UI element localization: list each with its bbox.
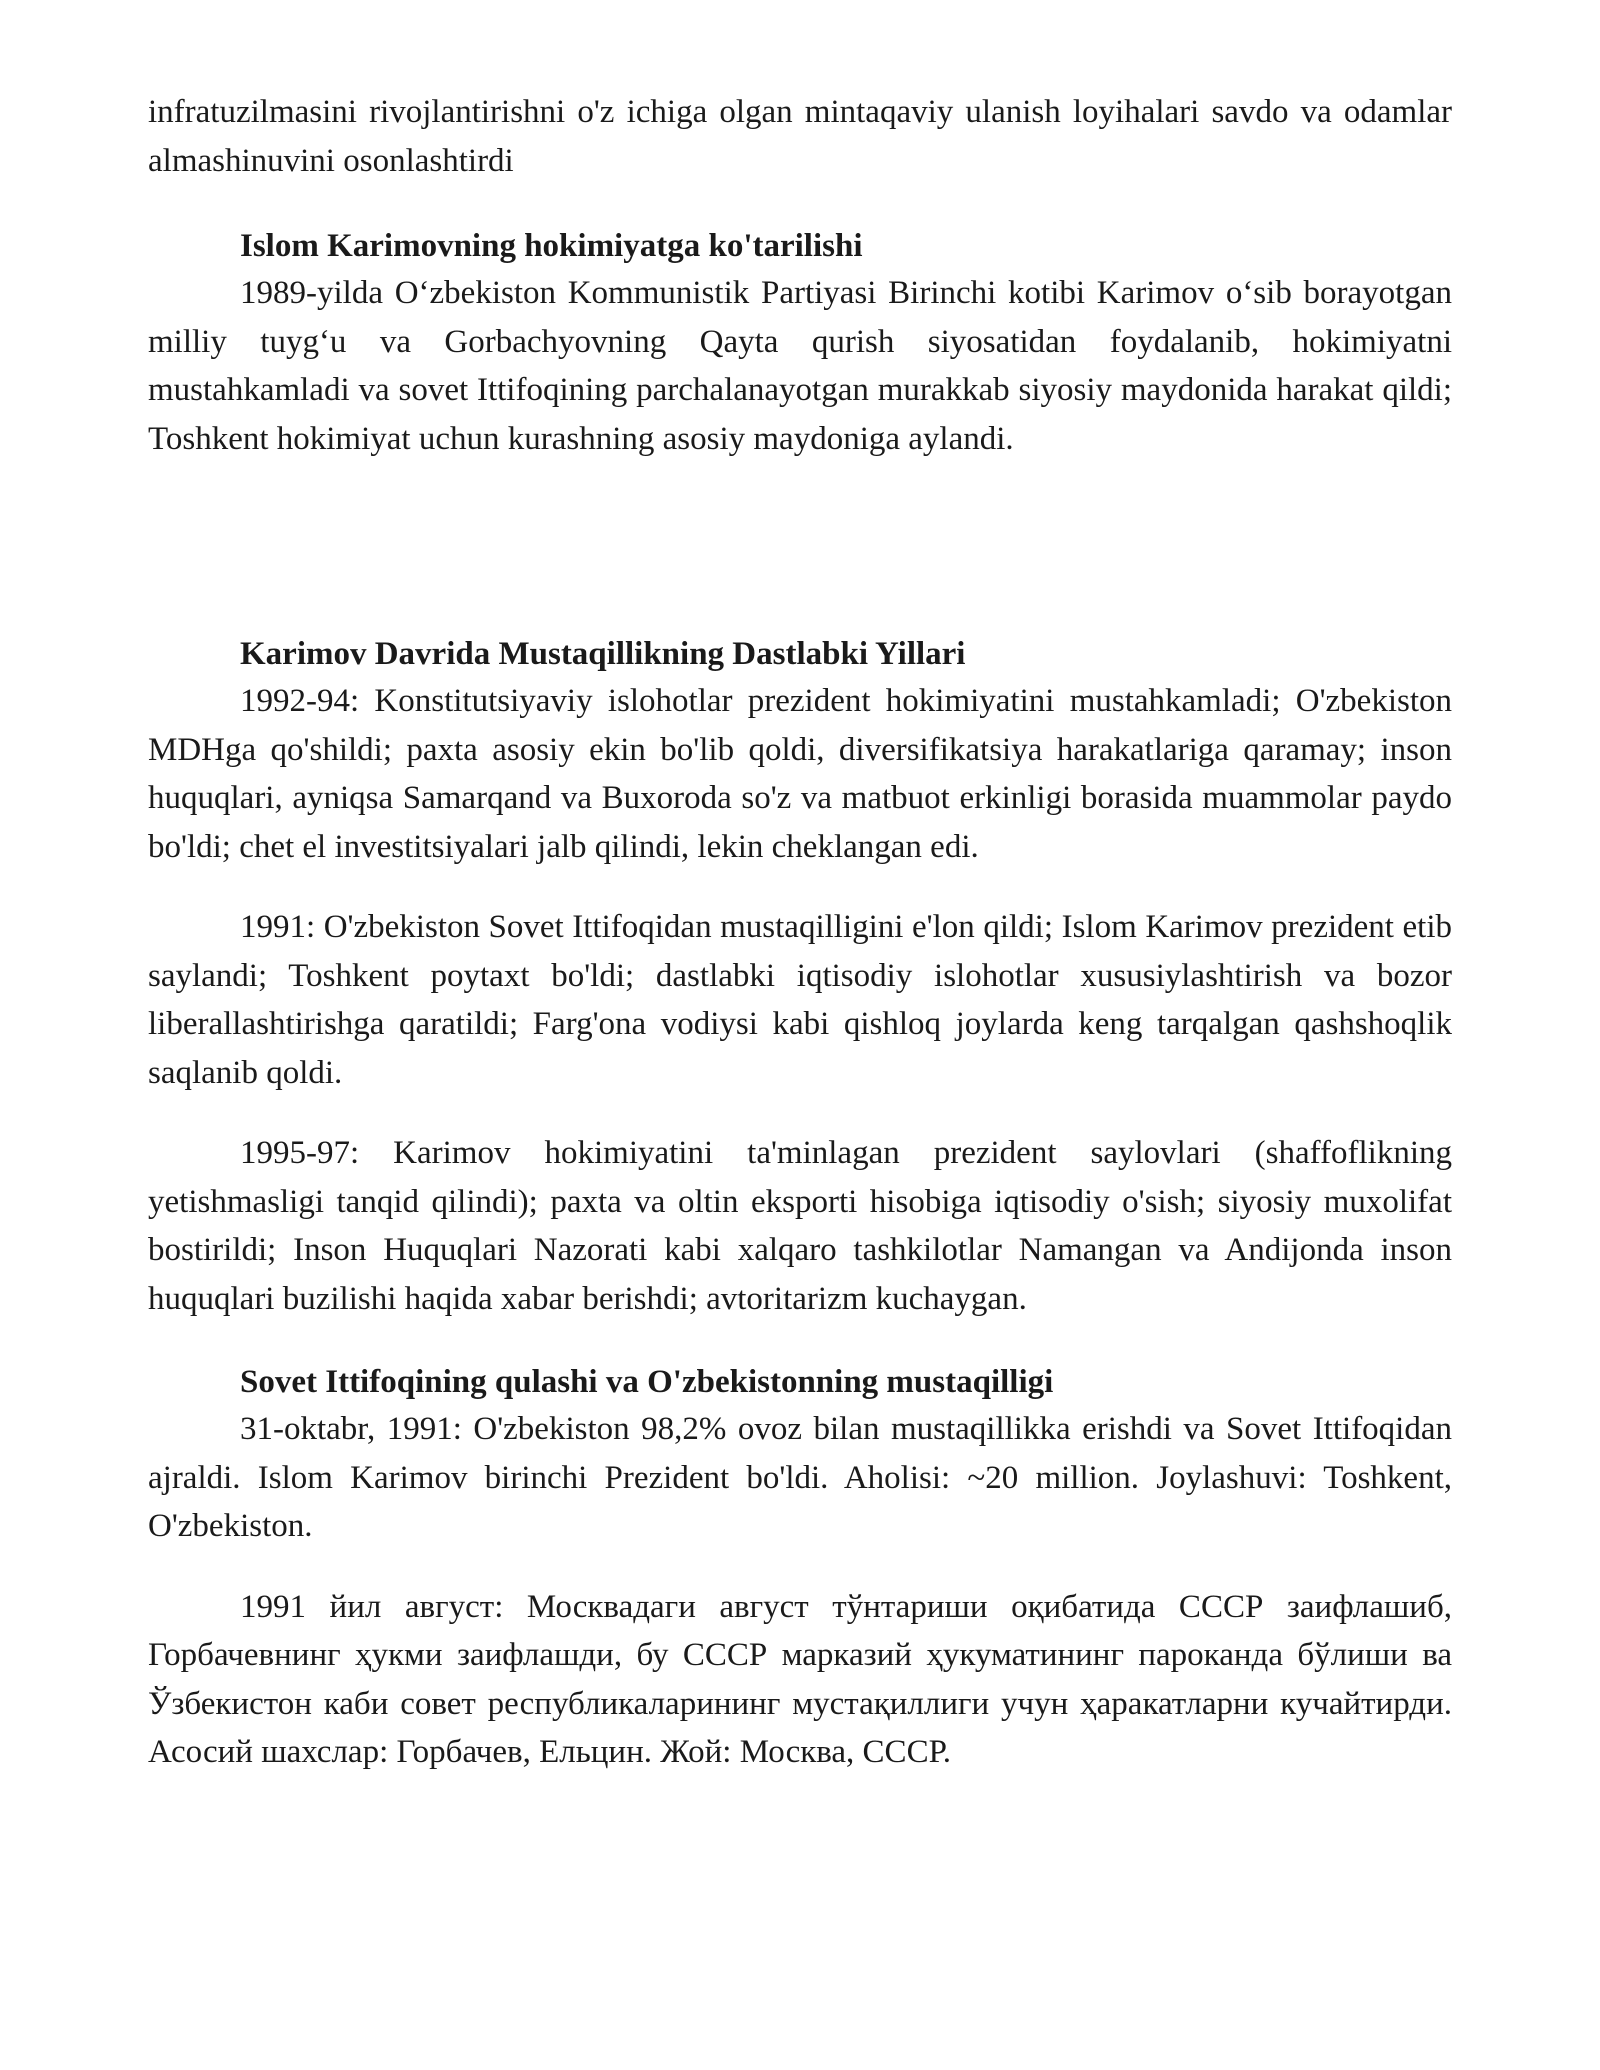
intro-paragraph: infratuzilmasini rivojlantirishni o'z ichiga olgan mintaqaviy ulanish loyihalari savdo va odamlar almashinuvini osonlashtirdi bbox=[148, 94, 1452, 179]
section-heading: Karimov Davrida Mustaqillikning Dastlabki Yillari bbox=[240, 636, 966, 672]
section-paragraph: 1989-yilda O‘zbekiston Kommunistik Partiyasi Birinchi kotibi Karimov o‘sib borayotgan milliy tuyg‘u va Gorbachyovning Qayta qurish siyosatidan foydalanib, hokimiyatni mustahkamladi va sovet Ittifoqining parchalanayotgan murakkab siyosiy maydonida harakat qildi; Toshkent hokimiyat uchun kurashning asosiy maydoniga aylandi. bbox=[148, 275, 1452, 457]
section-paragraph: 1991: O'zbekiston Sovet Ittifoqidan mustaqilligini e'lon qildi; Islom Karimov prezident etib saylandi; Toshkent poytaxt bo'ldi; dastlabki iqtisodiy islohotlar xususiylashtirish va bozor liberallashtirishga qaratildi; Farg'ona vodiysi kabi qishloq joylarda keng tarqalgan qashshoqlik saqlanib qoldi. bbox=[148, 909, 1452, 1091]
section-karimov-rise bbox=[148, 223, 1452, 463]
section-soviet-collapse bbox=[148, 1359, 1452, 1777]
section-paragraph: 31-oktabr, 1991: O'zbekiston 98,2% ovoz bilan mustaqillikka erishdi va Sovet Ittifoqidan ajraldi. Islom Karimov birinchi Prezident bo'ldi. Aholisi: ~20 million. Joylashuvi: Toshkent, O'zbekiston. bbox=[148, 1411, 1452, 1544]
section-paragraph: 1992-94: Konstitutsiyaviy islohotlar prezident hokimiyatini mustahkamladi; O'zbekiston MDHga qo'shildi; paxta asosiy ekin bo'lib qoldi, diversifikatsiya harakatlariga qaramay; inson huquqlari, ayniqsa Samarqand va Buxoroda so'z va matbuot erkinligi borasida muammolar paydo bo'ldi; chet el investitsiyalari jalb qilindi, lekin cheklangan edi. bbox=[148, 683, 1452, 865]
section-paragraph: 1991 йил август: Москвадаги август тўнтариши оқибатида СССР заифлашиб, Горбачевнинг ҳукми заифлашди, бу СССР марказий ҳукуматининг пароканда бўлиши ва Ўзбекистон каби совет республикаларининг мустақиллиги учун ҳаракатларни кучайтирди. Асосий шахслар: Горбачев, Ельцин. Жой: Москва, СССР. bbox=[148, 1588, 1452, 1770]
section-heading: Islom Karimovning hokimiyatga ko'tarilishi bbox=[240, 228, 863, 264]
section-early-independence bbox=[148, 631, 1452, 1323]
section-heading: Sovet Ittifoqining qulashi va O'zbekistonning mustaqilligi bbox=[240, 1364, 1054, 1400]
section-paragraph: 1995-97: Karimov hokimiyatini ta'minlagan prezident saylovlari (shaffoflikning yetishmasligi tanqid qilindi); paxta va oltin eksporti hisobiga iqtisodiy o'sish; siyosiy muxolifat bostirildi; Inson Huquqlari Nazorati kabi xalqaro tashkilotlar Namangan va Andijonda inson huquqlari buzilishi haqida xabar berishdi; avtoritarizm kuchaygan. bbox=[148, 1135, 1452, 1317]
document-page bbox=[148, 88, 1452, 1777]
